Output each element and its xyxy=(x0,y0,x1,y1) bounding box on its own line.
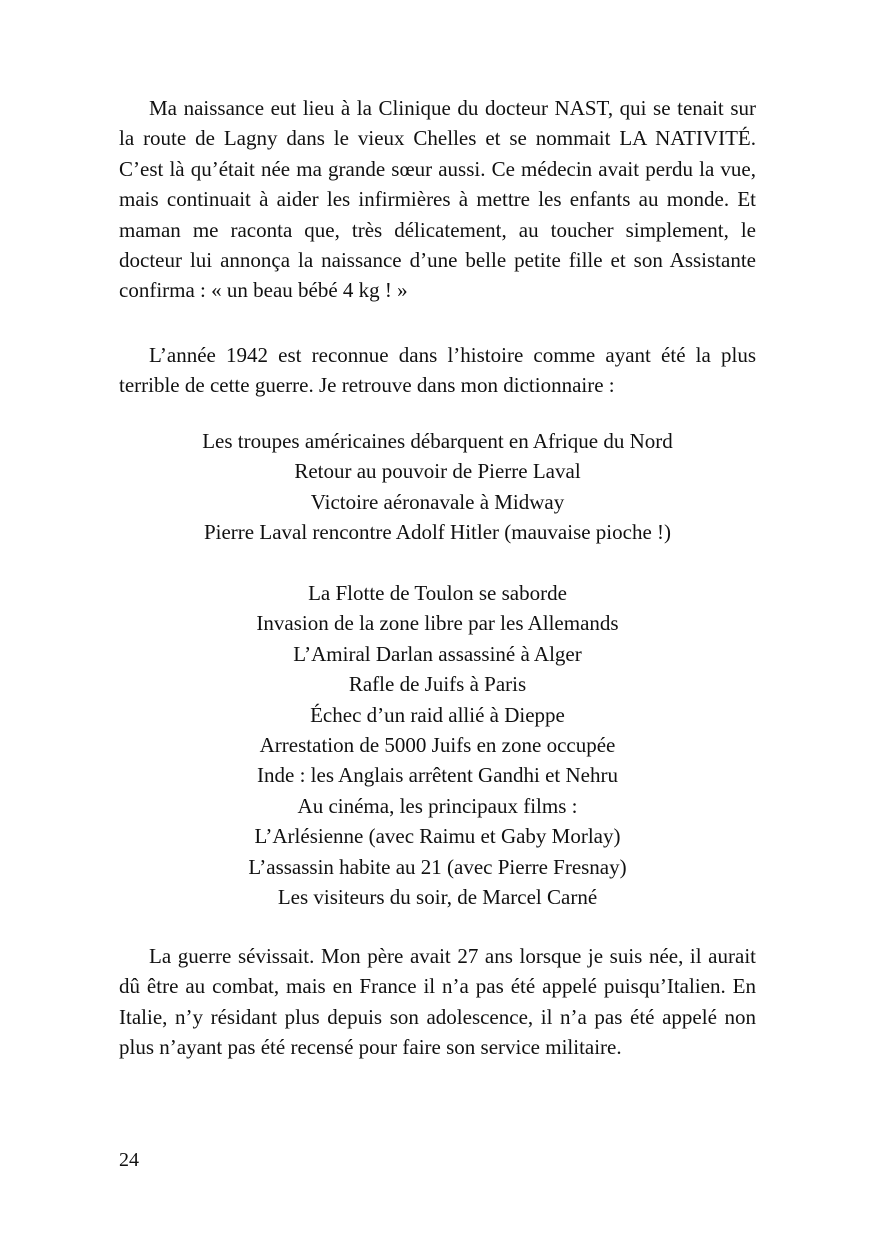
list-item: Les visiteurs du soir, de Marcel Carné xyxy=(277,885,598,910)
list-item: Inde : les Anglais arrêtent Gandhi et Nehru xyxy=(257,763,618,788)
list-item: Invasion de la zone libre par les Allemands xyxy=(256,611,619,636)
list-item: Retour au pouvoir de Pierre Laval xyxy=(294,459,581,484)
list-item: Rafle de Juifs à Paris xyxy=(348,672,527,697)
page-number: 24 xyxy=(119,1149,139,1171)
list-item: Pierre Laval rencontre Adolf Hitler (mauvaise pioche !) xyxy=(203,520,672,545)
list-item: Arrestation de 5000 Juifs en zone occupée xyxy=(259,733,616,758)
list-item: Au cinéma, les principaux films : xyxy=(297,793,578,818)
list-item: L’Arlésienne (avec Raimu et Gaby Morlay) xyxy=(254,824,621,849)
events-list-2 xyxy=(119,578,756,912)
paragraph-war: La guerre sévissait. Mon père avait 27 ans lorsque je suis née, il aurait dû être au combat, mais en France il n’a pas été appelé puisqu’Italien. En Italie, n’y résidant plus depuis son adolescence, il n’a pas été appelé non plus n’ayant pas été recensé pour faire son service militaire. xyxy=(119,944,756,1060)
list-item: L’Amiral Darlan assassiné à Alger xyxy=(293,641,582,666)
paragraph-year-1942: L’année 1942 est reconnue dans l’histoire comme ayant été la plus terrible de cette guerre. Je retrouve dans mon dictionnaire : xyxy=(119,343,756,398)
list-item: L’assassin habite au 21 (avec Pierre Fresnay) xyxy=(248,854,627,879)
list-item: Les troupes américaines débarquent en Afrique du Nord xyxy=(202,429,673,453)
list-item: La Flotte de Toulon se saborde xyxy=(308,581,567,605)
events-list-1 xyxy=(119,426,756,548)
list-item: Échec d’un raid allié à Dieppe xyxy=(310,702,565,727)
paragraph-birth: Ma naissance eut lieu à la Clinique du docteur NAST, qui se tenait sur la route de Lagny dans le vieux Chelles et se nommait LA NATIVITÉ. C’est là qu’était née ma grande sœur aussi. Ce médecin avait perdu la vue, mais continuait à aider les infirmières à mettre les enfants au monde. Et maman me raconta que, très délicatement, au toucher simplement, le docteur lui annonça la naissance d’une belle petite fille et son Assistante confirma : « un beau bébé 4 kg ! » xyxy=(119,96,756,303)
list-item: Victoire aéronavale à Midway xyxy=(310,489,565,514)
